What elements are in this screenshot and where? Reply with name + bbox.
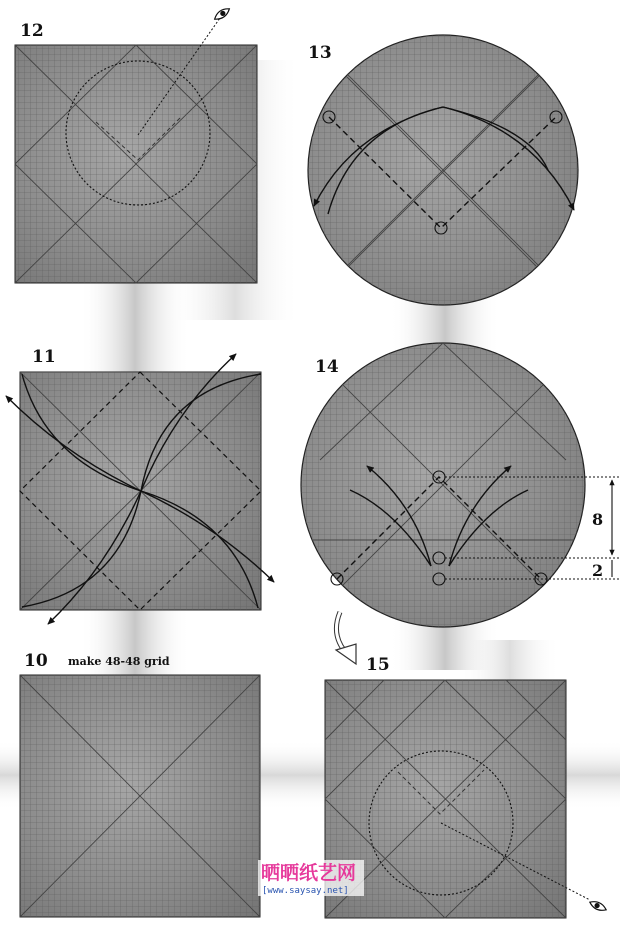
- step-13: [308, 35, 578, 305]
- watermark-url: [www.saysay.net]: [262, 886, 349, 896]
- step-12-paper-square: [15, 45, 257, 283]
- watermark: [258, 860, 364, 896]
- flow-arrow-icon: [336, 612, 356, 664]
- eye-icon: [588, 899, 607, 913]
- step-13-paper-circle: [308, 35, 578, 305]
- step-14: [300, 343, 620, 627]
- step-12-number: 12: [20, 21, 44, 41]
- step-14-number: 14: [315, 357, 339, 377]
- step-11: [6, 347, 274, 624]
- step-10-grid-note: make 48-48 grid: [68, 655, 170, 668]
- eye-icon: [213, 6, 232, 22]
- step-15: [325, 655, 608, 918]
- step-10: [20, 651, 260, 917]
- dimension-label-2: 2: [592, 561, 604, 580]
- watermark-chinese-text: 晒晒纸艺网: [261, 862, 357, 884]
- step-13-number: 13: [308, 43, 332, 63]
- step-15-number: 15: [366, 655, 390, 675]
- dimension-label-8: 8: [592, 510, 604, 529]
- step-11-number: 11: [32, 347, 56, 367]
- step-10-paper-square: [20, 675, 260, 917]
- step-12: [15, 6, 257, 283]
- step-10-number: 10: [24, 651, 48, 671]
